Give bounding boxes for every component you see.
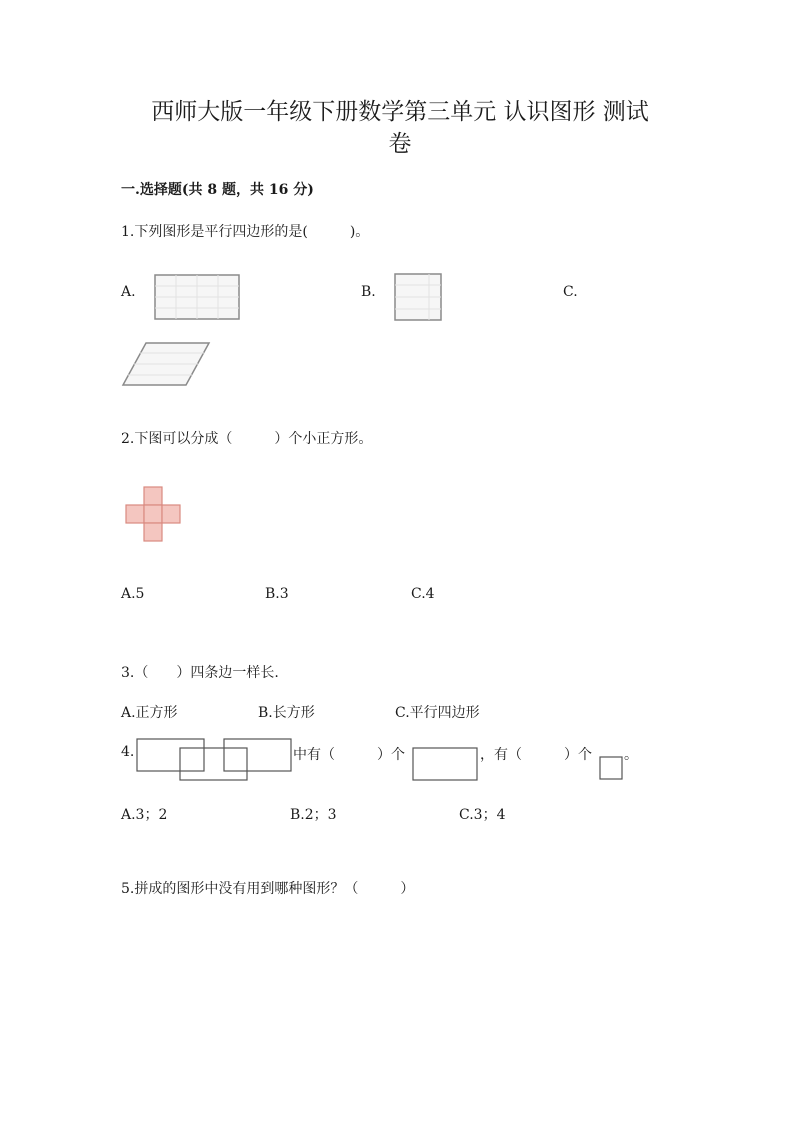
q3-option-c: C.平行四边形 [395,705,480,721]
q1-option-a-rectangle-figure [154,274,240,320]
question-2-stem: 2.下图可以分成（ ）个小正方形。 [121,431,373,447]
cross-square-5 [144,523,162,541]
q4-option-b: B.2；3 [290,807,337,823]
q4-option-a: A.3；2 [121,807,168,823]
q2-option-a: A.5 [121,586,145,602]
q2-option-c: C.4 [411,586,435,602]
cross-square-1 [144,487,162,505]
question-4-text-part2: ，有（ ）个 [480,747,592,763]
square-shape-icon [599,756,623,780]
cross-squares [126,487,180,541]
rectangle-shape-icon [412,747,478,781]
question-4-text-part1: 中有（ ）个 [293,747,405,763]
q1-option-c-parallelogram-figure [121,341,211,387]
q3-option-b: B.长方形 [258,705,315,721]
q1-option-a-label: A. [121,284,136,300]
question-1-stem: 1.下列图形是平行四边形的是( )。 [121,224,370,240]
section-heading: 一.选择题(共 8 题，共 16 分) [121,182,314,198]
question-4-number: 4. [121,744,135,760]
q1-option-b-label: B. [361,284,376,300]
q2-cross-figure [125,486,183,542]
q3-option-a: A.正方形 [121,705,178,721]
page-title: 西师大版一年级下册数学第三单元 认识图形 测试 [151,99,649,125]
question-3-stem: 3.（ ）四条边一样长. [121,665,279,681]
question-4-text-part3: 。 [624,747,638,763]
q4-overlapping-rectangles-figure [136,738,292,782]
q2-option-b: B.3 [265,586,289,602]
q1-option-c-label: C. [563,284,578,300]
cross-square-2 [126,505,144,523]
q1-option-b-rectangle-figure [394,273,442,321]
cross-square-3 [144,505,162,523]
q4-option-c: C.3；4 [459,807,506,823]
cross-square-4 [162,505,180,523]
page-title-continued: 卷 [388,131,412,157]
question-5-stem: 5.拼成的图形中没有用到哪种图形？（ ） [121,881,415,897]
